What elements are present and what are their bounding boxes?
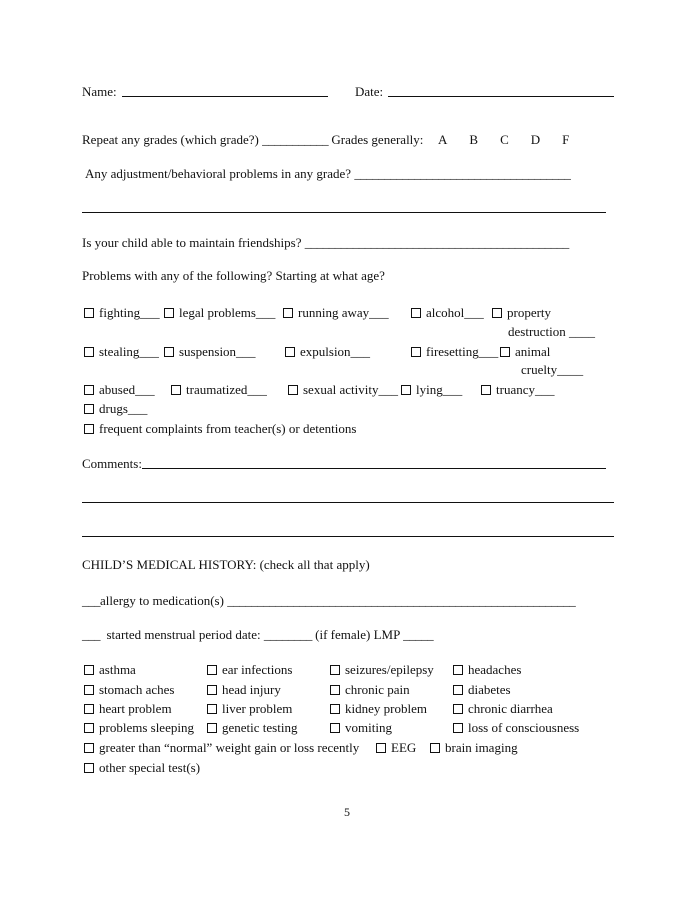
checkbox-icon[interactable] (84, 743, 94, 753)
checkbox-item-drugs[interactable]: drugs___ (84, 401, 147, 416)
checkbox-item-other-special-tests[interactable]: other special test(s) (84, 760, 200, 775)
checkbox-item-stealing[interactable]: stealing___ (84, 344, 159, 359)
checkbox-icon[interactable] (84, 685, 94, 695)
friendships-label: Is your child able to maintain friendships? (82, 235, 302, 250)
checkbox-item-weight-change[interactable]: greater than “normal” weight gain or loss recently (84, 740, 359, 755)
checkbox-icon[interactable] (453, 704, 463, 714)
checkbox-icon[interactable] (401, 385, 411, 395)
menstrual-check-blank[interactable]: ___ (82, 627, 100, 642)
comments-field-1[interactable] (142, 468, 606, 469)
menstrual-row (82, 627, 433, 642)
checkbox-icon[interactable] (376, 743, 386, 753)
animal-cruelty-label-2: cruelty____ (521, 362, 584, 377)
repeat-grades-blank[interactable]: ___________ (262, 132, 329, 147)
checkbox-icon[interactable] (207, 723, 217, 733)
friendships-row (82, 235, 569, 250)
checkbox-icon[interactable] (84, 347, 94, 357)
problems-prompt: Problems with any of the following? Starting at what age? (82, 268, 385, 283)
checkbox-icon[interactable] (283, 308, 293, 318)
allergy-blank[interactable]: __________________________________________________________ (227, 593, 576, 608)
checkbox-icon[interactable] (84, 385, 94, 395)
medical-history-heading: CHILD’S MEDICAL HISTORY: (check all that apply) (82, 557, 370, 572)
checkbox-item-suspension[interactable]: suspension___ (164, 344, 256, 359)
checkbox-icon[interactable] (411, 347, 421, 357)
comments-label: Comments: (82, 456, 142, 471)
checkbox-item-genetic-testing[interactable]: genetic testing (207, 720, 297, 735)
checkbox-icon[interactable] (453, 723, 463, 733)
checkbox-icon[interactable] (84, 723, 94, 733)
checkbox-icon[interactable] (84, 308, 94, 318)
lmp-blank[interactable]: _____ (403, 627, 434, 642)
page-number: 5 (344, 805, 350, 819)
checkbox-item-expulsion[interactable]: expulsion___ (285, 344, 370, 359)
repeat-grades-row (82, 132, 423, 147)
checkbox-icon[interactable] (207, 665, 217, 675)
repeat-grades-label: Repeat any grades (which grade?) (82, 132, 259, 147)
checkbox-item-brain-imaging[interactable]: brain imaging (430, 740, 518, 755)
checkbox-item-traumatized[interactable]: traumatized___ (171, 382, 267, 397)
comments-field-2[interactable] (82, 502, 614, 503)
name-field[interactable] (122, 96, 328, 97)
checkbox-icon[interactable] (330, 723, 340, 733)
checkbox-item-problems-sleeping[interactable]: problems sleeping (84, 720, 194, 735)
checkbox-item-running-away[interactable]: running away___ (283, 305, 389, 320)
checkbox-item-truancy[interactable]: truancy___ (481, 382, 554, 397)
allergy-check-blank[interactable]: ___ (82, 593, 100, 608)
checkbox-icon[interactable] (288, 385, 298, 395)
checkbox-item-asthma[interactable]: asthma (84, 662, 136, 677)
grade-option-d[interactable]: D (530, 132, 541, 147)
checkbox-item-ear-infections[interactable]: ear infections (207, 662, 292, 677)
menstrual-female-label: (if female) LMP (315, 627, 400, 642)
property-destruction-label-2: destruction ____ (508, 324, 596, 339)
checkbox-icon[interactable] (453, 685, 463, 695)
checkbox-icon[interactable] (171, 385, 181, 395)
adjustment-label: Any adjustment/behavioral problems in any grade? (85, 166, 352, 181)
checkbox-icon[interactable] (453, 665, 463, 675)
menstrual-date-blank[interactable]: ________ (263, 627, 312, 642)
checkbox-item-diabetes[interactable]: diabetes (453, 682, 511, 697)
checkbox-item-head-injury[interactable]: head injury (207, 682, 281, 697)
checkbox-icon[interactable] (164, 347, 174, 357)
grades-generally-label: Grades generally: (331, 132, 424, 147)
checkbox-item-sexual-activity[interactable]: sexual activity___ (288, 382, 398, 397)
date-field[interactable] (388, 96, 614, 97)
checkbox-icon[interactable] (84, 404, 94, 414)
checkbox-item-vomiting[interactable]: vomiting (330, 720, 392, 735)
checkbox-icon[interactable] (84, 704, 94, 714)
grade-option-a[interactable]: A (438, 132, 448, 147)
checkbox-item-animal-cruelty[interactable]: animal (500, 344, 550, 359)
checkbox-icon[interactable] (492, 308, 502, 318)
checkbox-icon[interactable] (330, 704, 340, 714)
checkbox-item-property-destruction[interactable]: property (492, 305, 551, 320)
checkbox-icon[interactable] (330, 685, 340, 695)
checkbox-item-abused[interactable]: abused___ (84, 382, 155, 397)
adjustment-line-2[interactable] (82, 212, 606, 213)
adjustment-row (85, 166, 570, 181)
checkbox-item-kidney-problem[interactable]: kidney problem (330, 701, 427, 716)
checkbox-item-chronic-diarrhea[interactable]: chronic diarrhea (453, 701, 553, 716)
checkbox-item-fighting[interactable]: fighting___ (84, 305, 160, 320)
checkbox-icon[interactable] (207, 685, 217, 695)
checkbox-icon[interactable] (84, 763, 94, 773)
grade-option-f[interactable]: F (562, 132, 570, 147)
checkbox-icon[interactable] (430, 743, 440, 753)
checkbox-icon[interactable] (285, 347, 295, 357)
checkbox-item-lying[interactable]: lying___ (401, 382, 462, 397)
allergy-label: allergy to medication(s) (100, 593, 224, 608)
checkbox-item-seizures[interactable]: seizures/epilepsy (330, 662, 434, 677)
menstrual-label: started menstrual period date: (106, 627, 261, 642)
checkbox-icon[interactable] (84, 424, 94, 434)
checkbox-item-firesetting[interactable]: firesetting___ (411, 344, 498, 359)
checkbox-item-heart-problem[interactable]: heart problem (84, 701, 172, 716)
checkbox-item-headaches[interactable]: headaches (453, 662, 521, 677)
name-label: Name: (82, 84, 117, 99)
comments-field-3[interactable] (82, 536, 614, 537)
checkbox-icon[interactable] (84, 665, 94, 675)
checkbox-icon[interactable] (330, 665, 340, 675)
checkbox-icon[interactable] (481, 385, 491, 395)
checkbox-icon[interactable] (164, 308, 174, 318)
checkbox-item-alcohol[interactable]: alcohol___ (411, 305, 484, 320)
checkbox-icon[interactable] (207, 704, 217, 714)
adjustment-blank[interactable]: ____________________________________ (354, 166, 571, 181)
checkbox-icon[interactable] (411, 308, 421, 318)
checkbox-item-stomach-aches[interactable]: stomach aches (84, 682, 174, 697)
checkbox-item-teacher-complaints[interactable]: frequent complaints from teacher(s) or detentions (84, 421, 356, 436)
checkbox-item-eeg[interactable]: EEG (376, 740, 416, 755)
grade-option-c[interactable]: C (500, 132, 509, 147)
checkbox-item-liver-problem[interactable]: liver problem (207, 701, 292, 716)
checkbox-item-loss-of-consciousness[interactable]: loss of consciousness (453, 720, 579, 735)
checkbox-item-legal-problems[interactable]: legal problems___ (164, 305, 275, 320)
allergy-row (82, 593, 575, 608)
grade-options (438, 132, 589, 147)
friendships-blank[interactable]: ____________________________________________ (304, 235, 569, 250)
grade-option-b[interactable]: B (469, 132, 479, 147)
checkbox-item-chronic-pain[interactable]: chronic pain (330, 682, 410, 697)
checkbox-icon[interactable] (500, 347, 510, 357)
date-label: Date: (355, 84, 384, 99)
